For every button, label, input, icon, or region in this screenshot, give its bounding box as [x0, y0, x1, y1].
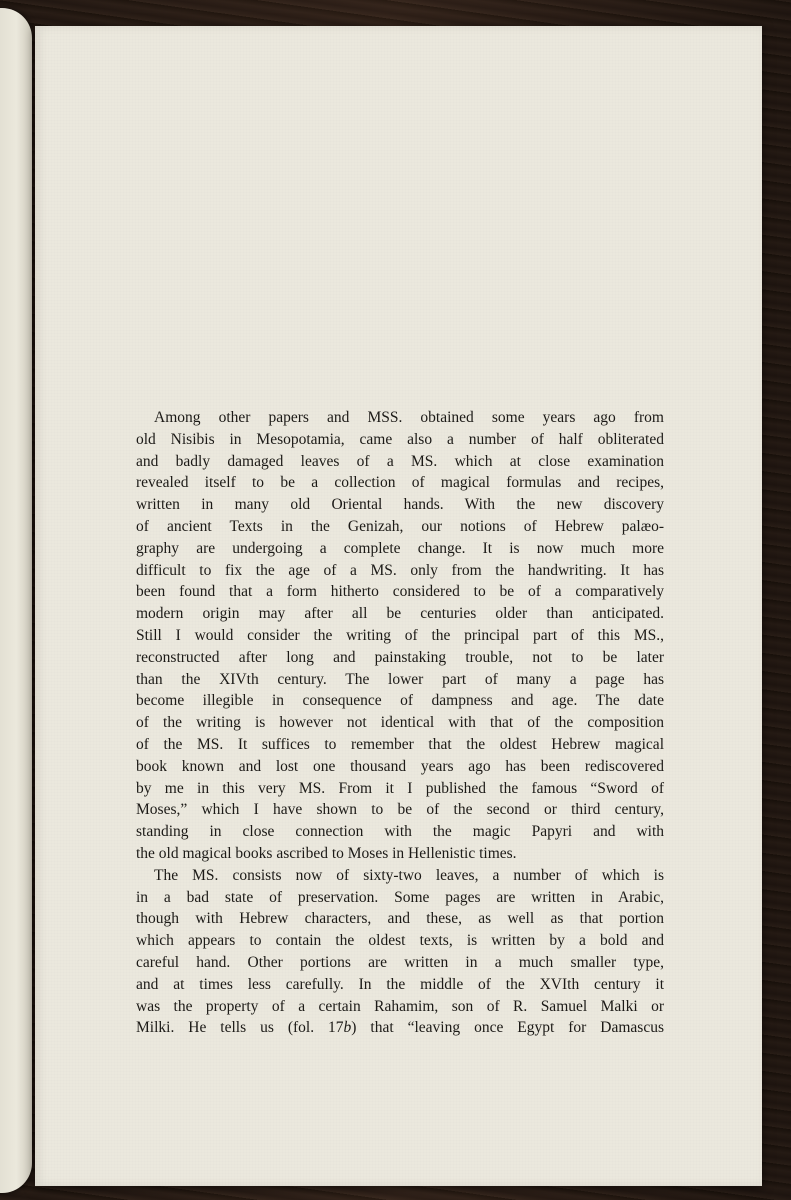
text-line: Moses,” which I have shown to be of the second or third century, — [136, 801, 664, 819]
text-line: of the MS. It suffices to remember that the oldest Hebrew magical — [136, 735, 664, 753]
text-line: been found that a form hitherto considered to be of a comparatively — [136, 583, 664, 601]
text-line: become illegible in consequence of dampness and age. The date — [136, 692, 664, 710]
text-line: was the property of a certain Rahamim, son of R. Samuel Malki or — [136, 997, 664, 1015]
text-line: in a bad state of preservation. Some pages are written in Arabic, — [136, 888, 664, 906]
text-line: than the XIVth century. The lower part of many a page has — [136, 670, 664, 688]
text-line-final — [136, 1017, 664, 1039]
text-line: old Nisibis in Mesopotamia, came also a number of half obliterated — [136, 430, 664, 448]
text-line: Still I would consider the writing of the principal part of this MS., — [136, 626, 664, 644]
text-line: though with Hebrew characters, and these, as well as that portion — [136, 910, 664, 928]
text-line: which appears to contain the oldest texts, is written by a bold and — [136, 932, 664, 950]
text-line: by me in this very MS. From it I published the famous “Sword of — [136, 779, 664, 797]
paragraph-2 — [136, 865, 664, 1039]
book-page — [35, 26, 762, 1186]
text-line: Among other papers and MSS. obtained some years ago from — [154, 409, 664, 426]
text-line: book known and lost one thousand years ago has been rediscovered — [136, 757, 664, 775]
text-line: and badly damaged leaves of a MS. which at close examination — [136, 452, 664, 470]
text-line: careful hand. Other portions are written in a much smaller type, — [136, 953, 664, 971]
text-line: reconstructed after long and painstaking trouble, not to be later — [136, 648, 664, 666]
text-line: of the writing is however not identical with that of the composition — [136, 714, 664, 732]
text-line: of ancient Texts in the Genizah, our notions of Hebrew palæo- — [136, 517, 664, 535]
text-line: and at times less carefully. In the middle of the XVIth century it — [136, 975, 664, 993]
text-line: the old magical books ascribed to Moses in Hellenistic times. — [136, 844, 517, 862]
text-line: revealed itself to be a collection of magical formulas and recipes, — [136, 474, 664, 492]
text-line: The MS. consists now of sixty-two leaves, a number of which is — [154, 866, 664, 884]
text-line: modern origin may after all be centuries older than anticipated. — [136, 605, 664, 623]
facing-page-edge — [0, 8, 32, 1193]
text-line: graphy are undergoing a complete change. It is now much more — [136, 539, 664, 557]
text-line: difficult to fix the age of a MS. only from the handwriting. It has — [136, 561, 664, 579]
body-text — [136, 407, 664, 1039]
text-line: written in many old Oriental hands. With the new discovery — [136, 496, 664, 514]
text-line: standing in close connection with the magic Papyri and with — [136, 823, 664, 841]
text-segment: ) that “leaving once Egypt for Damascus — [351, 1019, 664, 1037]
paragraph-1 — [136, 407, 664, 865]
italic-folio-side: b — [343, 1019, 352, 1037]
text-segment: Milki. He tells us (fol. 17 — [136, 1019, 344, 1037]
